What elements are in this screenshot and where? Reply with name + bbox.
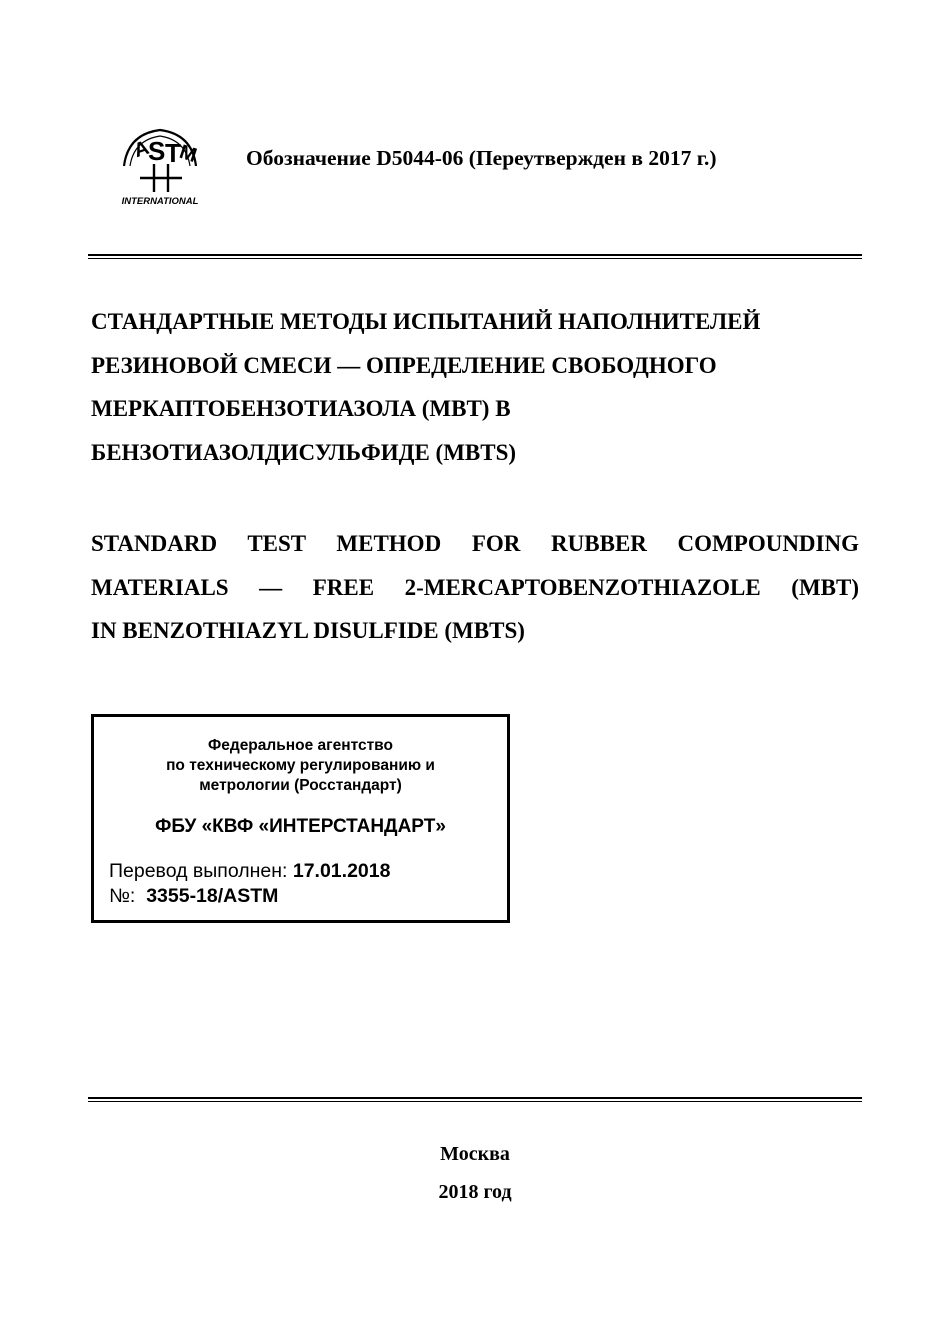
footer-divider bbox=[88, 1097, 862, 1102]
astm-logo bbox=[110, 122, 210, 208]
title-russian-line: РЕЗИНОВОЙ СМЕСИ — ОПРЕДЕЛЕНИЕ СВОБОДНОГО bbox=[91, 352, 717, 378]
stamp-translated-label: Перевод выполнен: bbox=[109, 860, 288, 882]
title-russian-line: БЕНЗОТИАЗОЛДИСУЛЬФИДЕ (MBTS) bbox=[91, 439, 517, 465]
stamp-number-value: 3355-18/ASTM bbox=[146, 885, 279, 907]
header-divider bbox=[88, 254, 862, 259]
title-english-line: IN BENZOTHIAZYL DISULFIDE (MBTS) bbox=[91, 618, 525, 643]
stamp-organization: ФБУ «КВФ «ИНТЕРСТАНДАРТ» bbox=[155, 816, 446, 837]
stamp-agency-line: Федеральное агентство bbox=[208, 737, 393, 754]
stamp-number-label: №: bbox=[109, 885, 136, 907]
svg-text:T: T bbox=[165, 138, 181, 168]
title-english-line: MATERIALS — FREE 2-MERCAPTOBENZOTHIAZOLE (MBT) bbox=[91, 574, 859, 600]
stamp-agency bbox=[94, 736, 507, 796]
title-russian-line: СТАНДАРТНЫЕ МЕТОДЫ ИСПЫТАНИЙ НАПОЛНИТЕЛЕЙ bbox=[91, 309, 761, 334]
publication-city: Москва bbox=[440, 1143, 510, 1165]
document-designation: Обозначение D5044-06 (Переутвержден в 2017 г.) bbox=[246, 146, 717, 170]
publication-year: 2018 год bbox=[438, 1181, 512, 1203]
svg-text:M: M bbox=[176, 140, 200, 167]
stamp-translated-line bbox=[109, 860, 390, 883]
stamp-translated-date: 17.01.2018 bbox=[292, 860, 391, 882]
title-english-line: STANDARD TEST METHOD FOR RUBBER COMPOUNDING bbox=[91, 531, 859, 556]
stamp-agency-line: по техническому регулированию и bbox=[166, 757, 435, 774]
translation-stamp bbox=[91, 714, 510, 923]
svg-text:S: S bbox=[148, 136, 166, 166]
stamp-number-line bbox=[109, 885, 278, 908]
svg-text:INTERNATIONAL: INTERNATIONAL bbox=[121, 196, 199, 207]
stamp-agency-line: метрологии (Росстандарт) bbox=[199, 777, 402, 794]
title-russian bbox=[91, 300, 861, 474]
title-english bbox=[91, 522, 859, 653]
svg-text:A: A bbox=[131, 136, 152, 163]
title-russian-line: МЕРКАПТОБЕНЗОТИАЗОЛА (MBT) В bbox=[91, 396, 511, 421]
